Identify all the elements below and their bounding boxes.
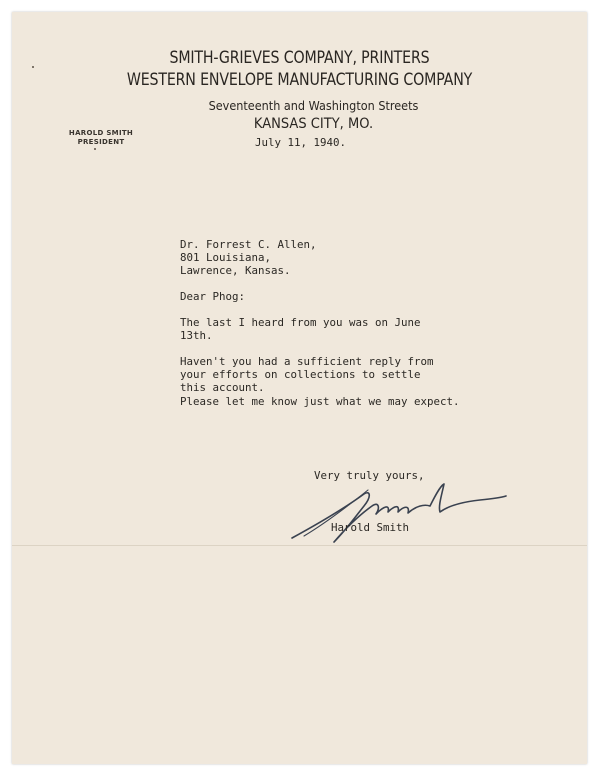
paragraph2-line-1: Haven't you had a sufficient reply from xyxy=(180,355,434,368)
letterhead-city: KANSAS CITY, MO. xyxy=(253,116,374,132)
officer-name: HAROLD SMITH xyxy=(68,129,134,137)
letterhead-address: Seventeenth and Washington Streets xyxy=(208,98,419,113)
paragraph3: Please let me know just what we may expect. xyxy=(180,395,460,408)
paragraph1-line-2: 13th. xyxy=(180,329,213,342)
paragraph1-line-1: The last I heard from you was on June xyxy=(180,316,421,329)
paragraph2-line-3: this account. xyxy=(180,381,265,394)
recipient-line-1: Dr. Forrest C. Allen, xyxy=(180,238,317,251)
paragraph2-line-2: your efforts on collections to settle xyxy=(180,368,421,381)
salutation: Dear Phog: xyxy=(180,290,246,303)
signer-name: Harold Smith xyxy=(331,521,410,534)
letterhead-company-line2: WESTERN ENVELOPE MANUFACTURING COMPANY xyxy=(126,70,473,89)
closing: Very truly yours, xyxy=(314,469,425,482)
paper-speck xyxy=(32,66,34,68)
officer-title: PRESIDENT xyxy=(77,138,125,146)
letter-page xyxy=(12,12,587,764)
signature-image xyxy=(284,476,509,548)
recipient-line-2: 801 Louisiana, xyxy=(180,251,272,264)
paper-speck xyxy=(94,148,96,150)
letterhead-company-line1: SMITH-GRIEVES COMPANY, PRINTERS xyxy=(169,48,430,67)
letter-date: July 11, 1940. xyxy=(255,136,347,149)
recipient-line-3: Lawrence, Kansas. xyxy=(180,264,291,277)
